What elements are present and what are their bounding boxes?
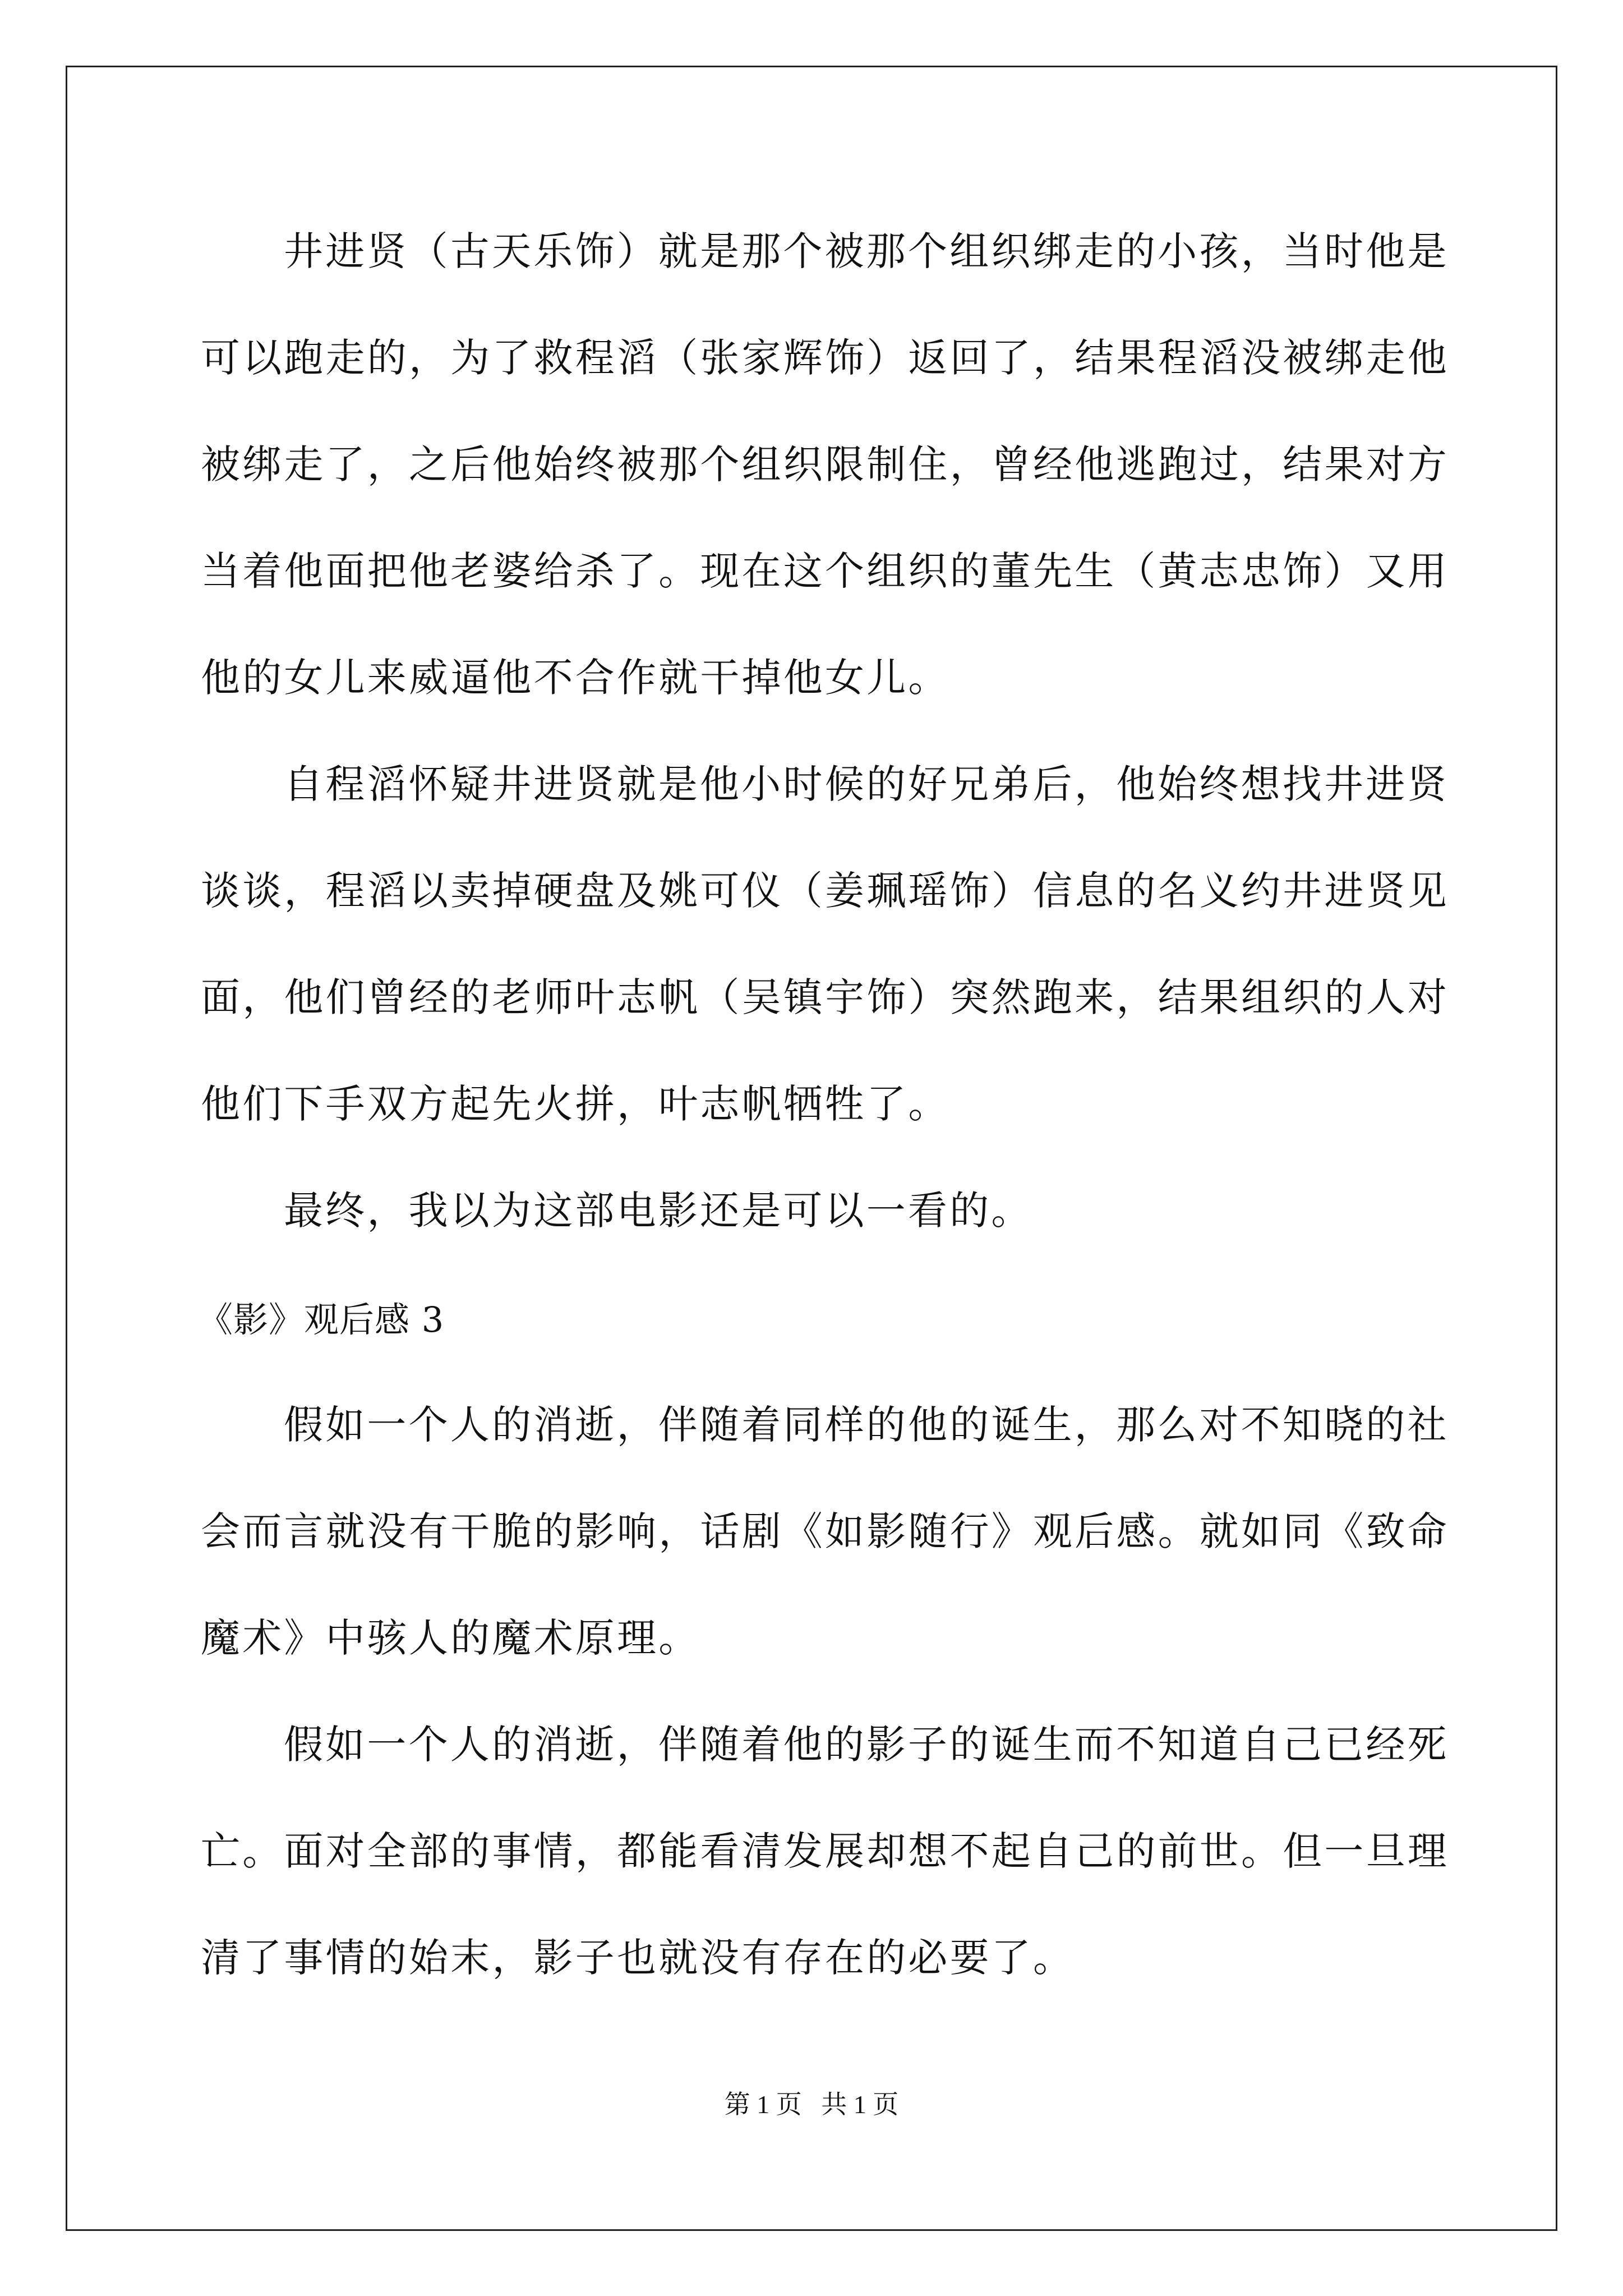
- page-border: [66, 66, 1557, 2231]
- paragraph-5-line-3: 清了事情的始末，影子也就没有存在的必要了。: [201, 1935, 1075, 1981]
- paragraph-4-line-3: 魔术》中骇人的魔术原理。: [201, 1615, 700, 1661]
- paragraph-2-line-3: 面，他们曾经的老师叶志帆（吴镇宇饰）突然跑来，结果组织的人对: [201, 974, 1449, 1020]
- paragraph-4-line-1: 假如一个人的消逝，伴随着同样的他的诞生，那么对不知晓的社: [284, 1402, 1449, 1448]
- paragraph-1-line-1: 井进贤（古天乐饰）就是那个被那个组织绑走的小孩，当时他是: [284, 228, 1449, 274]
- paragraph-5-line-1: 假如一个人的消逝，伴随着他的影子的诞生而不知道自己已经死: [284, 1722, 1449, 1768]
- paragraph-2-line-2: 谈谈，程滔以卖掉硬盘及姚可仪（姜珮瑶饰）信息的名义约井进贤见: [201, 868, 1449, 914]
- paragraph-1-line-4: 当着他面把他老婆给杀了。现在这个组织的董先生（黄志忠饰）又用: [201, 548, 1449, 594]
- paragraph-3-line-1: 最终，我以为这部电影还是可以一看的。: [284, 1188, 1033, 1234]
- paragraph-4-line-2: 会而言就没有干脆的影响，话剧《如影随行》观后感。就如同《致命: [201, 1508, 1449, 1554]
- paragraph-1-line-5: 他的女儿来威逼他不合作就干掉他女儿。: [201, 655, 950, 701]
- paragraph-1-line-2: 可以跑走的，为了救程滔（张家辉饰）返回了，结果程滔没被绑走他: [201, 335, 1449, 381]
- paragraph-1-line-3: 被绑走了，之后他始终被那个组织限制住，曾经他逃跑过，结果对方: [201, 441, 1449, 487]
- paragraph-2-line-1: 自程滔怀疑井进贤就是他小时候的好兄弟后，他始终想找井进贤: [284, 761, 1449, 807]
- paragraph-2-line-4: 他们下手双方起先火拼，叶志帆牺牲了。: [201, 1081, 950, 1127]
- page-number-footer: 第 1 页 共 1 页: [724, 2090, 899, 2119]
- section-heading: 《影》观后感 3: [198, 1299, 445, 1340]
- paragraph-5-line-2: 亡。面对全部的事情，都能看清发展却想不起自己的前世。但一旦理: [201, 1828, 1449, 1874]
